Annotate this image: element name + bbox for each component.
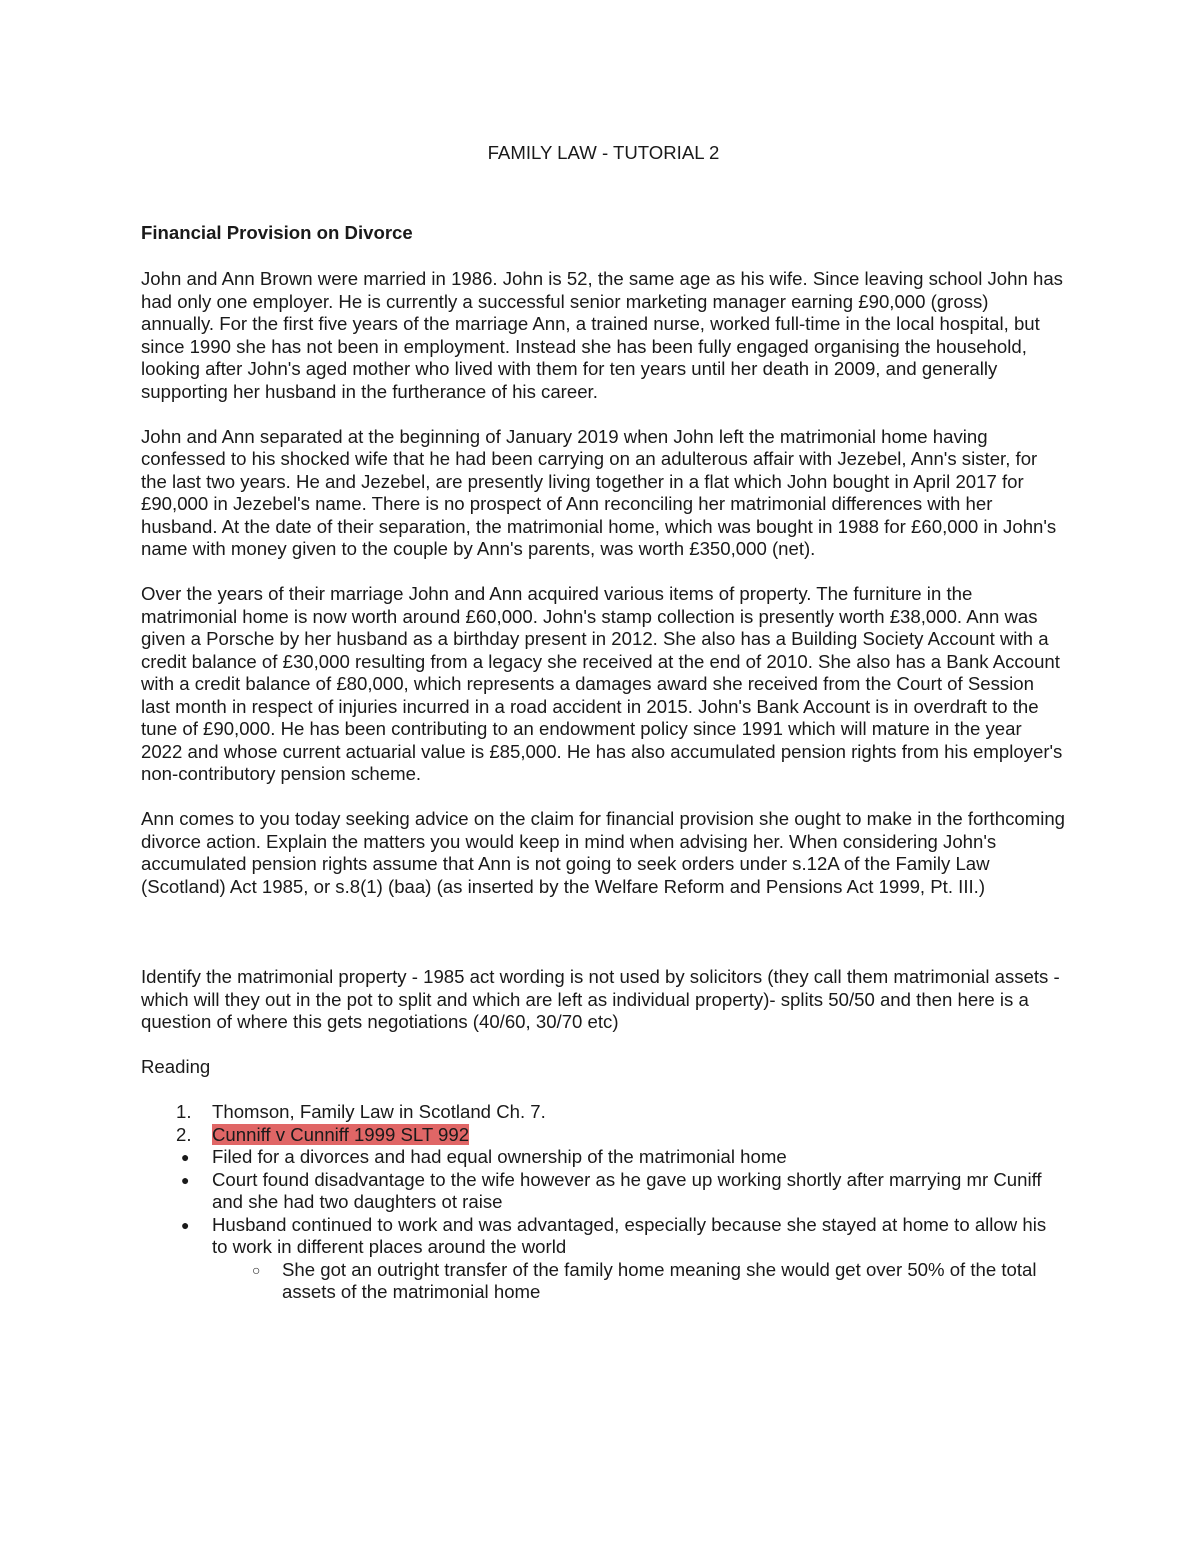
reading-item-text: Thomson, Family Law in Scotland Ch. 7. [212,1101,546,1122]
reading-bullet-item [141,1214,1066,1259]
reading-bullet-item [141,1169,1066,1214]
notes-paragraph: Identify the matrimonial property - 1985 act wording is not used by solicitors (they call them matrimonial assets - which will they out in the pot to split and which are left as individual property)- splits 50/50 and then here is a question of where this gets negotiations (40/60, 30/70 etc) [141,966,1060,1032]
list-number: 1. [176,1101,192,1122]
reading-bullet-item [141,1146,1066,1169]
reading-sub-bullet-item [141,1259,1066,1304]
scenario-paragraph-4: Ann comes to you today seeking advice on the claim for financial provision she ought to make in the forthcoming divorce action. Explain the matters you would keep in mind when advising her. When considering John's accumulated pension rights assume that Ann is not going to seek orders under s.12A of the Family Law (Scotland) Act 1985, or s.8(1) (baa) (as inserted by the Welfare Reform and Pensions Act 1999, Pt. III.) [141,808,1066,897]
bullet-icon: ● [181,1149,190,1165]
reading-item-text: She got an outright transfer of the family home meaning she would get over 50% of the total assets of the matrimonial home [282,1258,1037,1302]
reading-list [141,1101,1066,1304]
section-heading: Financial Provision on Divorce [141,221,413,243]
list-number: 2. [176,1123,192,1145]
scenario-paragraph-1: John and Ann Brown were married in 1986. John is 52, the same age as his wife. Since leaving school John has had only one employer. He is currently a successful senior marketing manager earning £90,000 (gross) annually. For the first five years of the marriage Ann, a trained nurse, worked full-time in the local hospital, but since 1990 she has not been in employment. Instead she has been fully engaged organising the household, looking after John's aged mother who lived with them for ten years until her death in 2009, and generally supporting her husband in the furtherance of his career. [141,268,1063,402]
reading-item-text: Husband continued to work and was advantaged, especially because she stayed at home to allow his to work in different places around the world [212,1213,1047,1257]
document-body [141,142,1066,1304]
hollow-bullet-icon: ○ [252,1261,261,1278]
reading-item [141,1101,1066,1124]
reading-item-text: Court found disadvantage to the wife however as he gave up working shortly after marrying mr Cuniff and she had two daughters ot raise [212,1168,1042,1212]
document-title: FAMILY LAW - TUTORIAL 2 [487,142,720,163]
bullet-icon: ● [181,1171,190,1188]
reading-item-text: Filed for a divorces and had equal ownership of the matrimonial home [212,1146,787,1167]
highlighted-case-citation: Cunniff v Cunniff 1999 SLT 992 [212,1123,470,1145]
reading-item [141,1124,1066,1147]
reading-heading: Reading [141,1056,211,1077]
bullet-icon: ● [181,1216,190,1233]
scenario-paragraph-3: Over the years of their marriage John and Ann acquired various items of property. The furniture in the matrimonial home is now worth around £60,000. John's stamp collection is presently worth £38,000. Ann was given a Porsche by her husband as a birthday present in 2012. She also has a Building Society Account with a credit balance of £30,000 resulting from a legacy she received at the end of 2010. She also has a Bank Account with a credit balance of £80,000, which represents a damages award she received from the Court of Session last month in respect of injuries incurred in a road accident in 2015. John's Bank Account is in overdraft to the tune of £90,000. He has been contributing to an endowment policy since 1991 which will mature in the year 2022 and whose current actuarial value is £85,000. He has also accumulated pension rights from his employer's non-contributory pension scheme. [141,583,1063,784]
scenario-paragraph-2: John and Ann separated at the beginning of January 2019 when John left the matrimonial home having confessed to his shocked wife that he had been carrying on an adulterous affair with Jezebel, Ann's sister, for the last two years. He and Jezebel, are presently living together in a flat which John bought in April 2017 for £90,000 in Jezebel's name. There is no prospect of Ann reconciling her matrimonial differences with her husband. At the date of their separation, the matrimonial home, which was bought in 1988 for £60,000 in John's name with money given to the couple by Ann's parents, was worth £350,000 (net). [141,425,1057,559]
